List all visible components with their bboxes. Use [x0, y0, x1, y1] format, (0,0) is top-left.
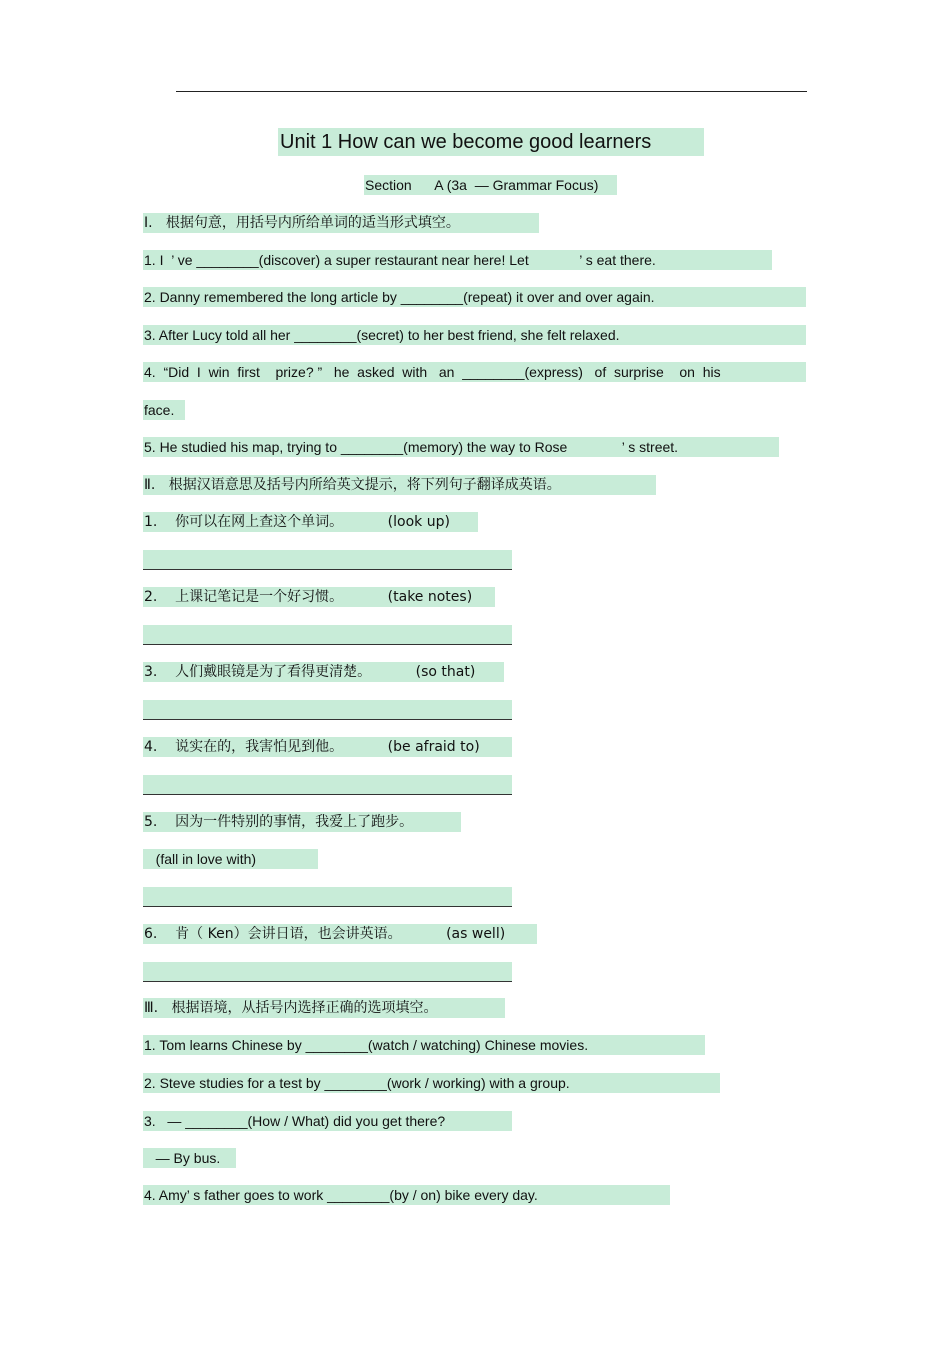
part2-item-1: 1. 你可以在网上查这个单词。 (look up) — [143, 512, 478, 532]
part1-item-5: 5. He studied his map, trying to ________(memory) the way to Rose ’ s street. — [143, 437, 779, 457]
section-subtitle: Section A (3a — Grammar Focus) — [364, 175, 617, 195]
answer-blank-3[interactable] — [143, 700, 512, 720]
part2-item-4: 4. 说实在的，我害怕见到他。 (be afraid to) — [143, 737, 512, 757]
part3-item-3: 3. — ________(How / What) did you get there? — [143, 1111, 512, 1131]
part3-item-2: 2. Steve studies for a test by ________(work / working) with a group. — [143, 1073, 720, 1093]
part1-item-2: 2. Danny remembered the long article by ________(repeat) it over and over again. — [143, 287, 806, 307]
answer-blank-1[interactable] — [143, 550, 512, 570]
part2-item-3: 3. 人们戴眼镜是为了看得更清楚。 (so that) — [143, 662, 504, 682]
part2-item-6: 6. 肯（ Ken）会讲日语，也会讲英语。 (as well) — [143, 924, 537, 944]
part1-item-4: 4. “Did I win first prize? ” he asked with an ________(express) of surprise on his — [143, 362, 806, 382]
answer-blank-5[interactable] — [143, 887, 512, 907]
part2-heading: Ⅱ. 根据汉语意思及括号内所给英文提示，将下列句子翻译成英语。 — [143, 475, 656, 495]
answer-blank-4[interactable] — [143, 775, 512, 795]
header-rule — [176, 91, 807, 92]
part2-item-2: 2. 上课记笔记是一个好习惯。 (take notes) — [143, 587, 495, 607]
part3-item-4: 4. Amy’ s father goes to work ________(by / on) bike every day. — [143, 1185, 670, 1205]
page-title: Unit 1 How can we become good learners — [278, 128, 704, 156]
answer-blank-2[interactable] — [143, 625, 512, 645]
part2-item-5: 5. 因为一件特别的事情，我爱上了跑步。 — [143, 812, 461, 832]
part1-item-1: 1. I ’ ve ________(discover) a super restaurant near here! Let ’ s eat there. — [143, 250, 772, 270]
part1-heading: Ⅰ. 根据句意，用括号内所给单词的适当形式填空。 — [143, 213, 539, 233]
part3-item-3-reply: — By bus. — [143, 1148, 236, 1168]
part3-item-1: 1. Tom learns Chinese by ________(watch / watching) Chinese movies. — [143, 1035, 705, 1055]
part3-heading: Ⅲ. 根据语境，从括号内选择正确的选项填空。 — [143, 998, 505, 1018]
answer-blank-6[interactable] — [143, 962, 512, 982]
part1-item-4-cont: face. — [143, 400, 185, 420]
part2-item-5-hint: (fall in love with) — [143, 849, 318, 869]
part1-item-3: 3. After Lucy told all her ________(secret) to her best friend, she felt relaxed. — [143, 325, 806, 345]
